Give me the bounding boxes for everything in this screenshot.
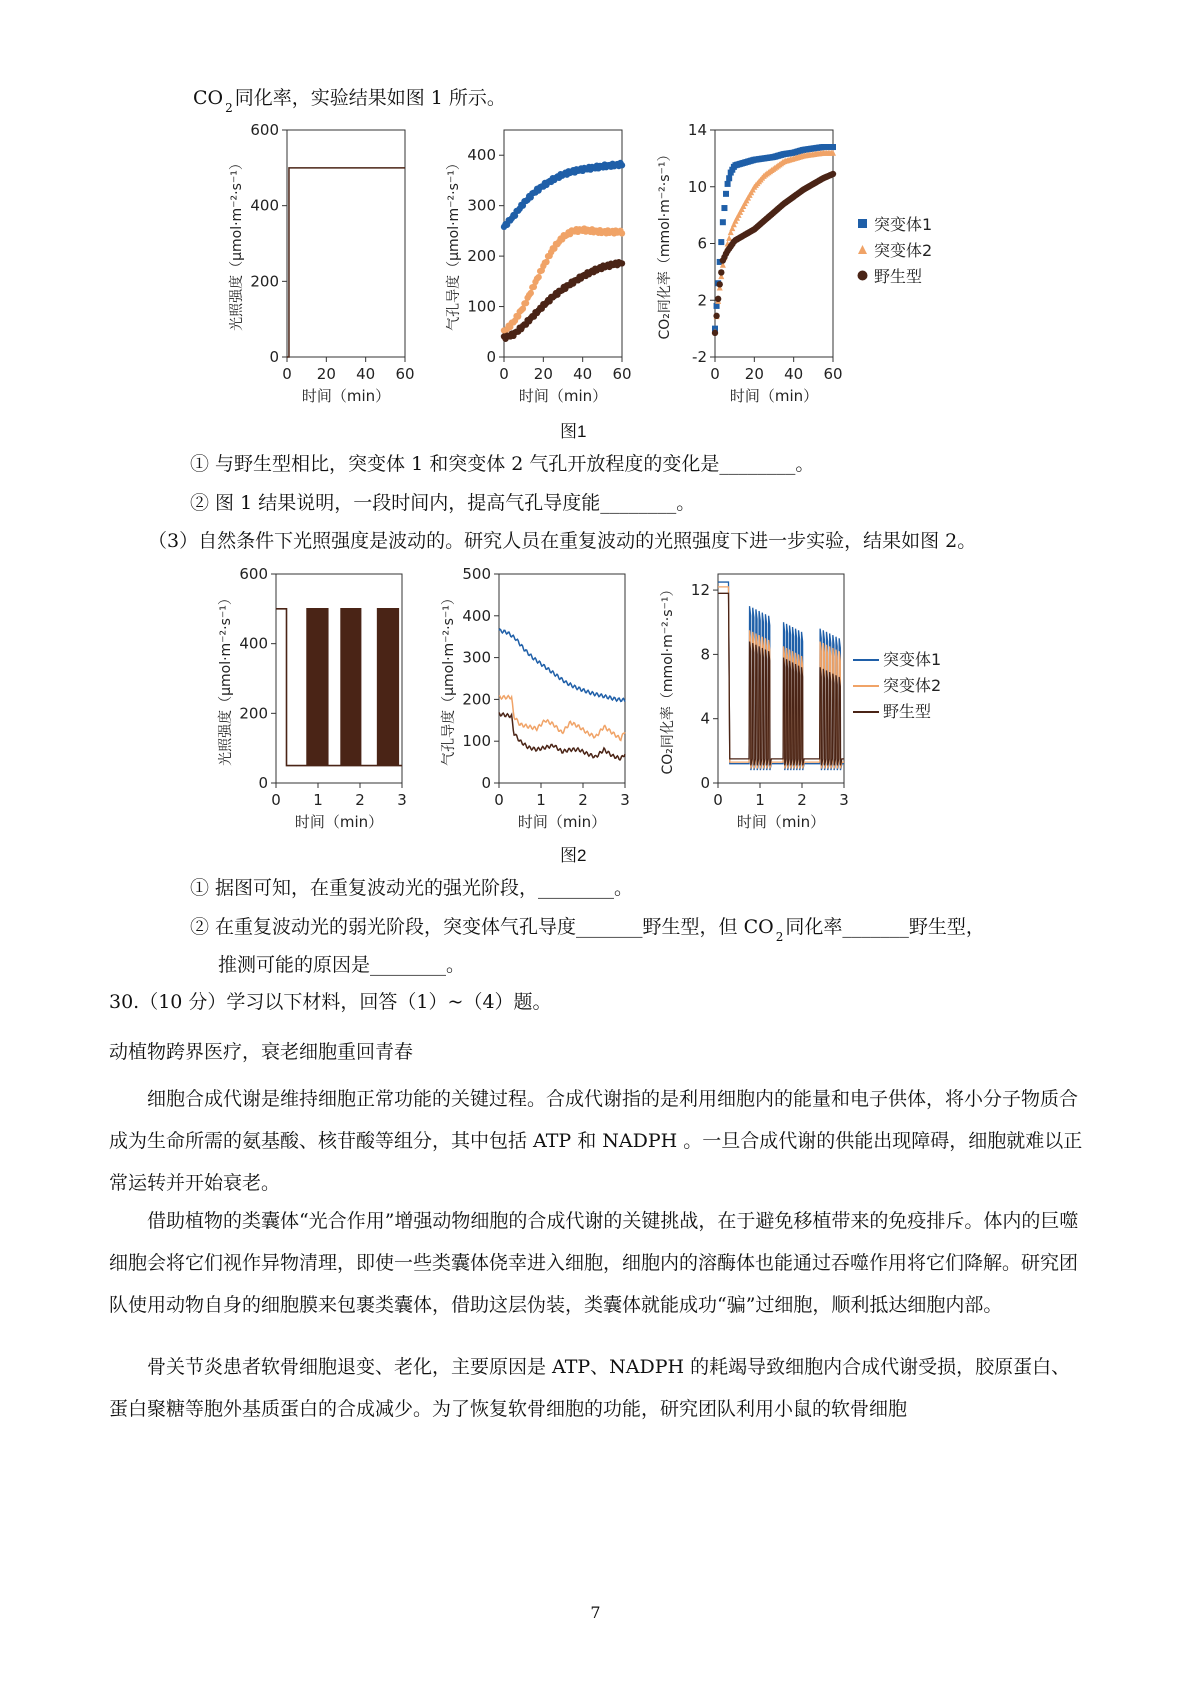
fig1-legend-label: 野生型	[874, 267, 923, 286]
fig2-light-ytick-label: 600	[239, 565, 268, 583]
fig2-gs-xtick-label: 1	[536, 791, 546, 809]
fig1-co2-point	[726, 235, 732, 241]
fig2-co2-xlabel: 时间（min）	[736, 813, 826, 831]
fig1-co2-ytick-label: 14	[687, 121, 707, 139]
fig2-gs-ylabel: 气孔导度（μmol·m⁻²·s⁻¹）	[441, 591, 457, 766]
fig2-light-xlabel: 时间（min）	[294, 813, 384, 831]
fig1-light-ytick-label: 600	[250, 121, 279, 139]
fig1-legend-swatch	[858, 219, 867, 228]
fig2-gs-xlabel: 时间（min）	[517, 813, 607, 831]
fig1-legend-swatch	[858, 271, 868, 281]
fig1-light-ytick-label: 200	[250, 272, 279, 291]
fig2-q2-part-a: ② 在重复波动光的弱光阶段，突变体气孔导度_______野生型，但 CO	[190, 916, 774, 938]
fig1-co2-point	[830, 171, 836, 177]
fig1-question-1: ① 与野生型相比，突变体 1 和突变体 2 气孔开放程度的变化是________。	[190, 453, 815, 475]
fig2-co2-ytick-label: 0	[700, 774, 710, 792]
fig2-gs-line	[499, 629, 625, 701]
fig2-light-xtick-label: 0	[271, 791, 281, 809]
fig1-light-frame	[287, 130, 405, 357]
fig1-gs-point	[619, 162, 625, 168]
intro-line	[193, 86, 506, 115]
fig2-gs-ytick-label: 300	[462, 648, 491, 667]
fig2-q2-part-b: 同化率_______野生型，	[785, 916, 985, 938]
fig1-co2-xlabel: 时间（min）	[729, 387, 819, 405]
fig1-gs-xtick-label: 20	[533, 365, 553, 383]
fig1-gs-point	[528, 290, 534, 296]
fig1-co2-point	[720, 219, 726, 225]
fig1-gs-ytick-label: 200	[467, 247, 496, 266]
intro-sub: 2	[225, 101, 233, 115]
figure-2-caption: 图2	[560, 846, 587, 865]
fig2-gs-ytick-label: 200	[462, 690, 491, 709]
fig2-legend-label: 突变体1	[883, 650, 942, 669]
fig1-co2-xtick-label: 0	[710, 365, 720, 383]
fig1-light-ylabel: 光照强度（μmol·m⁻²·s⁻¹）	[229, 156, 245, 331]
fig1-co2-ytick-label: 6	[697, 234, 707, 253]
figure-1	[0, 120, 1191, 450]
fig1-legend-label: 突变体1	[874, 215, 933, 234]
fig2-question-2	[190, 915, 985, 944]
page-number: 7	[590, 1603, 601, 1622]
fig1-co2-point	[725, 181, 731, 187]
paragraph-1: 细胞合成代谢是维持细胞正常功能的关键过程。合成代谢指的是利用细胞内的能量和电子供体，将小分子物质合成为生命所需的氨基酸、核苷酸等组分，其中包括 ATP 和 NADPH 。一旦合成代谢的供能出现障碍，细胞就难以正常运转并开始衰老。	[109, 1088, 1083, 1194]
fig2-light-xtick-label: 1	[313, 791, 323, 809]
fig1-legend-swatch	[858, 245, 867, 254]
fig1-co2-point	[712, 330, 718, 336]
fig1-co2-ytick-label: 2	[697, 291, 707, 310]
fig1-co2-point	[713, 313, 719, 319]
fig2-q2-sub: 2	[775, 930, 784, 944]
intro-text: 同化率，实验结果如图 1 所示。	[234, 87, 506, 109]
fig1-light-xtick-label: 20	[316, 365, 336, 383]
fig2-light-ytick-label: 0	[258, 774, 268, 792]
fig2-light-ytick-label: 400	[239, 634, 268, 653]
fig2-gs-xtick-label: 2	[578, 791, 588, 809]
fig1-co2-ytick-label: -2	[692, 348, 707, 366]
fig1-gs-point	[619, 230, 625, 236]
paragraph-3: 骨关节炎患者软骨细胞退变、老化，主要原因是 ATP、NADPH 的耗竭导致细胞内合成代谢受损，胶原蛋白、蛋白聚糖等胞外基质蛋白的合成减少。为了恢复软骨细胞的功能，研究团队利用小鼠的软骨细胞	[109, 1356, 1071, 1420]
fig1-gs-point	[543, 259, 549, 265]
question-3: （3）自然条件下光照强度是波动的。研究人员在重复波动的光照强度下进一步实验，结果如图 2。	[148, 530, 977, 552]
fig1-light-ytick-label: 400	[250, 196, 279, 215]
fig2-light-ytick-label: 200	[239, 704, 268, 723]
fig1-light-line	[287, 168, 405, 357]
fig1-co2-point	[726, 175, 732, 181]
fig1-legend-label: 突变体2	[874, 241, 933, 260]
fig2-co2-xtick-label: 3	[839, 791, 849, 809]
fig2-gs-ytick-label: 100	[462, 732, 491, 751]
article-title: 动植物跨界医疗，衰老细胞重回青春	[109, 1041, 414, 1063]
fig1-co2-point	[718, 239, 724, 245]
fig2-legend-label: 突变体2	[883, 676, 942, 695]
question-30: 30.（10 分）学习以下材料，回答（1）~（4）题。	[109, 991, 552, 1013]
fig1-gs-point	[619, 260, 625, 266]
fig2-co2-xtick-label: 0	[713, 791, 723, 809]
fig2-co2-ytick-label: 12	[690, 581, 710, 600]
fig1-co2-point	[714, 303, 720, 309]
fig2-question-1: ① 据图可知，在重复波动光的强光阶段，________。	[190, 877, 634, 899]
fig1-light-xtick-label: 40	[356, 365, 376, 383]
fig1-gs-ytick-label: 400	[467, 146, 496, 165]
fig1-light-xlabel: 时间（min）	[301, 387, 391, 405]
fig2-co2-ytick-label: 8	[700, 645, 710, 664]
fig2-gs-xtick-label: 0	[494, 791, 504, 809]
fig2-gs-ytick-label: 400	[462, 606, 491, 625]
fig1-co2-ytick-label: 10	[687, 177, 707, 196]
fig1-co2-point	[723, 191, 729, 197]
paragraph-2: 借助植物的类囊体“光合作用”增强动物细胞的合成代谢的关键挑战，在于避免移植带来的免疫排斥。体内的巨噬细胞会将它们视作异物清理，即使一些类囊体侥幸进入细胞，细胞内的溶酶体也能通过吞噬作用将它们降解。研究团队使用动物自身的细胞膜来包裹类囊体，借助这层伪装，类囊体就能成功“骗”过细胞，顺利抵达细胞内部。	[109, 1210, 1079, 1316]
figure-2	[0, 560, 1191, 860]
fig2-gs-xtick-label: 3	[620, 791, 630, 809]
fig2-legend-label: 野生型	[883, 702, 932, 721]
fig1-co2-xtick-label: 40	[784, 365, 804, 383]
fig1-co2-xtick-label: 20	[744, 365, 764, 383]
fig1-gs-ylabel: 气孔导度（μmol·m⁻²·s⁻¹）	[446, 156, 462, 331]
intro-co: CO	[193, 87, 224, 109]
fig1-light-xtick-label: 0	[282, 365, 292, 383]
fig1-co2-ylabel: CO₂同化率（mmol·m⁻²·s⁻¹）	[657, 147, 673, 340]
fig1-gs-point	[535, 274, 541, 280]
fig1-co2-point	[721, 205, 727, 211]
fig2-gs-ytick-label: 500	[462, 565, 491, 583]
fig2-co2-ytick-label: 4	[700, 709, 710, 728]
fig2-light-ylabel: 光照强度（μmol·m⁻²·s⁻¹）	[218, 591, 234, 766]
fig1-gs-xtick-label: 0	[499, 365, 509, 383]
fig1-light-xtick-label: 60	[395, 365, 415, 383]
fig2-light-xtick-label: 2	[355, 791, 365, 809]
fig2-gs-ytick-label: 0	[481, 774, 491, 792]
fig2-co2-xtick-label: 2	[797, 791, 807, 809]
fig1-co2-point	[715, 296, 721, 302]
fig2-light-line	[276, 609, 402, 766]
figure-1-caption: 图1	[560, 422, 587, 441]
fig1-gs-xtick-label: 60	[612, 365, 632, 383]
fig1-gs-xlabel: 时间（min）	[518, 387, 608, 405]
fig1-gs-xtick-label: 40	[573, 365, 593, 383]
fig1-question-2: ② 图 1 结果说明，一段时间内，提高气孔导度能________。	[190, 492, 696, 514]
fig2-light-xtick-label: 3	[397, 791, 407, 809]
fig1-co2-point	[718, 269, 724, 275]
fig1-gs-ytick-label: 100	[467, 297, 496, 316]
fig2-co2-xtick-label: 1	[755, 791, 765, 809]
fig1-light-ytick-label: 0	[269, 348, 279, 366]
fig1-gs-ytick-label: 0	[486, 348, 496, 366]
fig1-co2-xtick-label: 60	[823, 365, 843, 383]
fig1-co2-point	[830, 144, 836, 150]
fig2-question-2-line-2: 推测可能的原因是________。	[218, 954, 466, 976]
fig2-co2-ylabel: CO₂同化率（mmol·m⁻²·s⁻¹）	[660, 582, 676, 775]
fig2-gs-line	[499, 696, 625, 741]
fig1-gs-ytick-label: 300	[467, 196, 496, 215]
fig1-co2-point	[717, 281, 723, 287]
